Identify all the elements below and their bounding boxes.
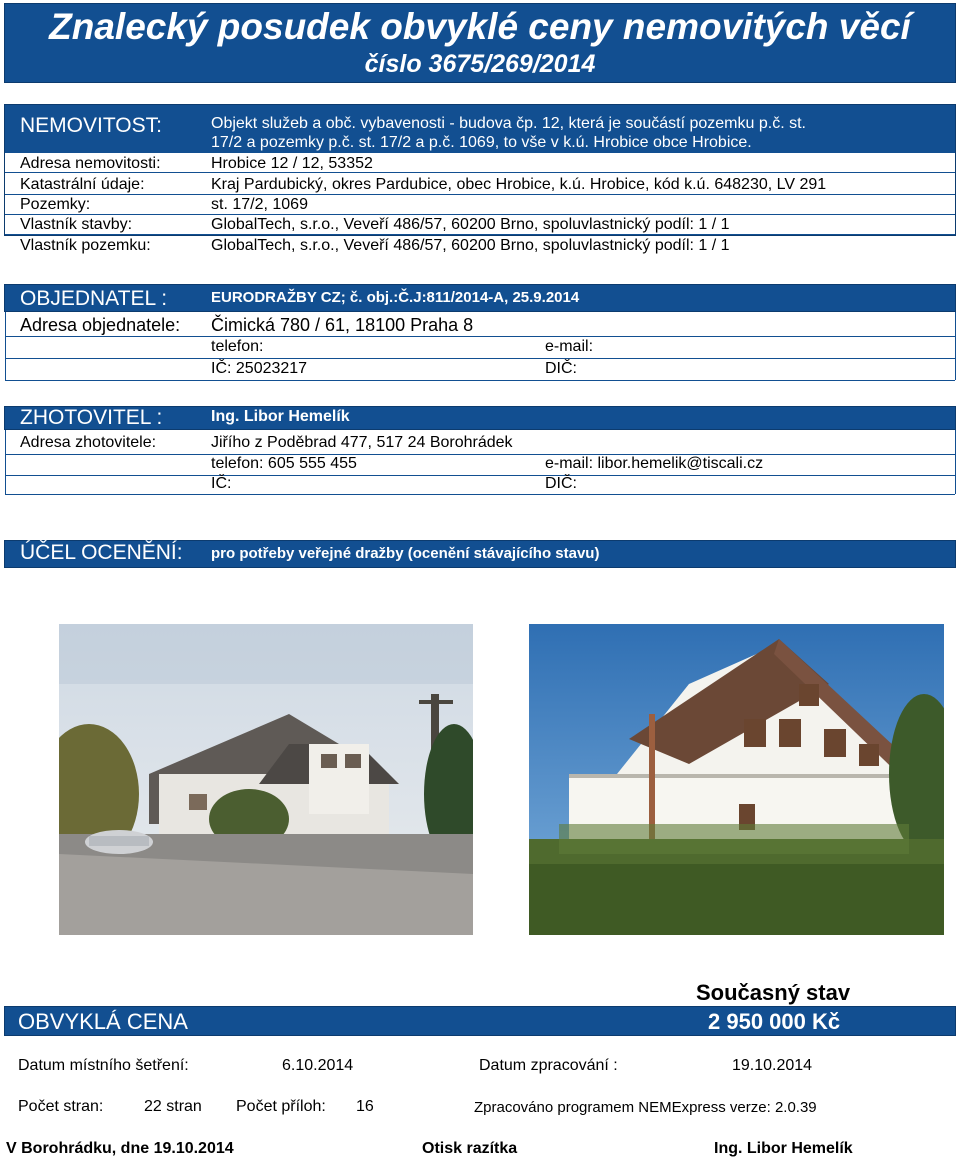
contractor-address-value: Jiřího z Poděbrad 477, 517 24 Borohrádek <box>211 434 513 451</box>
contractor-ic: IČ: <box>211 475 232 492</box>
row-divider <box>5 194 955 195</box>
client-ic: IČ: 25023217 <box>211 360 308 377</box>
building-owner-label: Vlastník stavby: <box>20 216 133 233</box>
contractor-heading: ZHOTOVITEL : <box>20 406 163 429</box>
plots-label: Pozemky: <box>20 196 91 213</box>
attachments-value: 16 <box>356 1098 374 1115</box>
signature-name: Ing. Libor Hemelík <box>714 1140 853 1157</box>
stamp-label: Otisk razítka <box>422 1140 518 1157</box>
processing-date-value: 19.10.2014 <box>732 1057 813 1074</box>
purpose-heading: ÚČEL OCENĚNÍ: <box>20 541 183 564</box>
software-note: Zpracováno programem NEMExpress verze: 2.0.39 <box>474 1099 817 1116</box>
property-photo-side <box>529 624 944 935</box>
pages-label: Počet stran: <box>18 1098 104 1115</box>
property-description: Objekt služeb a obč. vybavenosti - budova čp. 12, která je součástí pozemku p.č. st. <box>211 115 806 132</box>
contractor-phone: telefon: 605 555 455 <box>211 455 357 472</box>
plots-value: st. 17/2, 1069 <box>211 196 308 213</box>
land-owner-label: Vlastník pozemku: <box>20 237 151 254</box>
document-title: Znalecký posudek obvyklé ceny nemovitých věcí <box>49 6 911 47</box>
place-date: V Borohrádku, dne 19.10.2014 <box>6 1140 234 1157</box>
contractor-name: Ing. Libor Hemelík <box>211 408 350 425</box>
pages-value: 22 stran <box>144 1098 202 1115</box>
address-value: Hrobice 12 / 12, 53352 <box>211 155 373 172</box>
client-address-value: Čimická 780 / 61, 18100 Praha 8 <box>211 315 474 335</box>
left-border <box>5 430 6 494</box>
contractor-address-label: Adresa zhotovitele: <box>20 434 157 451</box>
row-divider <box>5 214 955 215</box>
contractor-email: e-mail: libor.hemelik@tiscali.cz <box>545 455 764 472</box>
property-photo-street <box>59 624 473 935</box>
price-state-label: Současný stav <box>696 980 851 1005</box>
processing-date-label: Datum zpracování : <box>479 1057 618 1074</box>
right-border <box>955 430 956 494</box>
row-divider <box>5 336 955 337</box>
left-border <box>5 312 6 380</box>
property-description: 17/2 a pozemky p.č. st. 17/2 a p.č. 1069, to vše v k.ú. Hrobice obce Hrobice. <box>211 134 752 151</box>
inspection-date-label: Datum místního šetření: <box>18 1057 189 1074</box>
client-heading: OBJEDNATEL : <box>20 287 168 310</box>
row-divider <box>5 475 955 476</box>
building-owner-value: GlobalTech, s.r.o., Veveří 486/57, 60200 Brno, spoluvlastnický podíl: 1 / 1 <box>211 216 730 233</box>
client-address-label: Adresa objednatele: <box>20 315 181 335</box>
row-divider <box>5 380 955 381</box>
land-owner-value: GlobalTech, s.r.o., Veveří 486/57, 60200 Brno, spoluvlastnický podíl: 1 / 1 <box>211 237 730 254</box>
cadastral-label: Katastrální údaje: <box>20 176 145 193</box>
client-dic: DIČ: <box>545 360 577 377</box>
cadastral-value: Kraj Pardubický, okres Pardubice, obec Hrobice, k.ú. Hrobice, kód k.ú. 648230, LV 291 <box>211 176 827 193</box>
client-phone: telefon: <box>211 338 264 355</box>
price-heading: OBVYKLÁ CENA <box>18 1009 188 1034</box>
client-name: EURODRAŽBY CZ; č. obj.:Č.J:811/2014-A, 25.9.2014 <box>211 289 580 306</box>
right-border <box>955 312 956 380</box>
row-divider <box>5 234 955 235</box>
client-email: e-mail: <box>545 338 594 355</box>
attachments-label: Počet příloh: <box>236 1098 326 1115</box>
row-divider <box>5 454 955 455</box>
inspection-date-value: 6.10.2014 <box>282 1057 354 1074</box>
property-heading: NEMOVITOST: <box>20 114 162 137</box>
row-divider <box>5 358 955 359</box>
purpose-value: pro potřeby veřejné dražby (ocenění stávajícího stavu) <box>211 545 600 562</box>
address-label: Adresa nemovitosti: <box>20 155 161 172</box>
row-divider <box>5 494 955 495</box>
document-number: číslo 3675/269/2014 <box>364 50 596 78</box>
price-value: 2 950 000 Kč <box>708 1009 841 1034</box>
contractor-dic: DIČ: <box>545 475 577 492</box>
